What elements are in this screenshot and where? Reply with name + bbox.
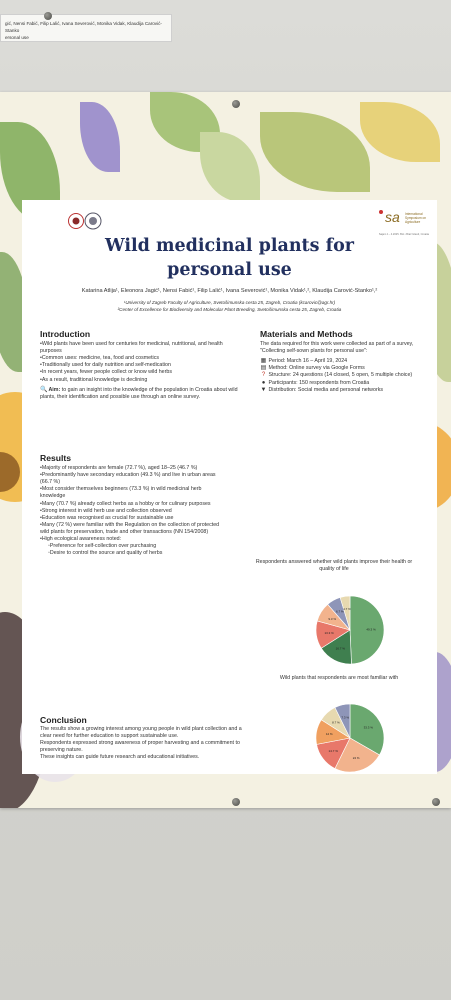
pie-slice-value-label: 14.7 %: [328, 748, 338, 753]
pie-slice-value-label: 6.7 %: [335, 609, 344, 614]
results-bullet: • Majority of respondents are female (72.7 %), aged 18–25 (46.7 %): [40, 465, 220, 472]
conclusion-section: [40, 717, 245, 762]
symposium-logo: [367, 204, 429, 238]
title-line-1: Wild medicinal plants for: [104, 236, 354, 256]
results-bullet: • Many (70.7 %) already collect herbs as a hobby or for culinary purposes: [40, 501, 220, 508]
results-bullet: • Predominantly have secondary education (49.3 %) and live in urban areas (66.7 %): [40, 472, 220, 486]
aim-text: to gain an insight into the knowledge of the population in Croatia about wild plants, their identification and possible use through an online survey.: [40, 386, 238, 400]
author-list: Katarina Atlija¹, Eleonora Jagić¹, Nensi Fabić¹, Filip Lalić¹, Ivana Severović¹, Monika Vidak¹,², Klaudija Carović-Stanko¹,²: [81, 288, 378, 294]
pie-slice-value-label: 8.7 %: [332, 720, 340, 725]
question-icon: ?: [261, 372, 266, 379]
leaf-decoration: [200, 132, 260, 202]
pie-slice-value-label: 4.7 %: [343, 607, 351, 612]
aim-label: Aim:: [48, 386, 61, 393]
label-line-2: ersonal use: [5, 35, 29, 40]
violet-flower-decoration: [80, 102, 120, 172]
push-pin-icon: [232, 100, 240, 108]
symposium-logo-text: International Symposium on Agriculture: [405, 212, 427, 224]
method-item-text: Participants: 150 respondents from Croatia: [268, 379, 370, 386]
aim-paragraph: [40, 387, 240, 401]
title-line-2: personal use: [167, 260, 292, 280]
poster-title: [22, 234, 437, 282]
intro-bullet: • In recent years, fewer people collect or know wild herbs: [40, 369, 240, 376]
symposium-logo-subtext: Sajam 1 - 4.2025. Bol • Brač Island, Croatia: [378, 233, 429, 236]
method-item-text: Distribution: Social media and personal networks: [268, 386, 384, 393]
share-icon: ▼: [260, 386, 267, 393]
calendar-icon: ▦: [260, 358, 267, 365]
pie-slice-value-label: 16.7 %: [335, 646, 345, 651]
results-bullet: • Education was recognised as crucial for sustainable use: [40, 515, 220, 522]
method-item-text: Method: Online survey via Google Forms: [268, 365, 365, 372]
magnifier-icon: 🔍: [40, 386, 48, 393]
results-bullet: • Most consider themselves beginners (73.3 %) in wild medicinal herb knowledge: [40, 486, 220, 500]
people-icon: ●: [261, 379, 266, 386]
intro-bullet: • Common uses: medicine, tea, food and cosmetics: [40, 355, 240, 362]
pie-slice-value-label: 24 %: [352, 756, 360, 761]
method-item: [260, 387, 420, 394]
pie-slice-value-label: 13.3 %: [324, 631, 334, 636]
introduction-section: [40, 331, 240, 401]
results-section: [40, 455, 220, 557]
svg-text:sa: sa: [385, 209, 400, 225]
method-item: [260, 380, 420, 387]
familiar-plants-pie-chart: [280, 690, 420, 780]
affiliation-1: ¹University of Zagreb Faculty of Agriculture, Svetošimunska cesta 25, Zagreb, Croatia (kcarovic@agr.hr): [123, 300, 336, 305]
push-pin-icon: [44, 12, 52, 20]
health-improvement-pie-chart: [280, 578, 420, 678]
leaf-decoration: [360, 102, 440, 162]
poster-label-tag: [0, 14, 172, 42]
poster: [0, 92, 451, 808]
pie-slice-value-label: 49.3 %: [366, 627, 376, 632]
results-heading: Results: [40, 453, 72, 463]
push-pin-icon: [432, 798, 440, 806]
method-item-text: Period: March 16 – April 19, 2024: [268, 358, 348, 365]
laptop-icon: ▤: [260, 365, 267, 372]
pie-slice-value-label: 33.3 %: [363, 725, 373, 730]
results-bullet: • High ecological awareness noted:: [40, 536, 220, 543]
methods-heading: Materials and Methods: [260, 329, 353, 339]
method-item: [260, 358, 420, 365]
introduction-heading: Introduction: [40, 329, 91, 339]
chart-2-title: Wild plants that respondents are most familiar with: [279, 675, 399, 681]
methods-section: [260, 331, 420, 394]
method-item: [260, 372, 420, 379]
university-logos-icon: [68, 206, 102, 236]
affiliation-2: ²Center of Excellence for Biodiversity and Molecular Plant Breeding, Svetošimunska cesta 25, Zagreb, Croatia: [117, 307, 342, 312]
pie-slice-value-label: 9.3 %: [328, 616, 337, 621]
intro-bullet: • Traditionally used for daily nutrition and self-medication: [40, 362, 240, 369]
push-pin-icon: [232, 798, 240, 806]
intro-bullet: • Wild plants have been used for centuries for medicinal, nutritional, and health purposes: [40, 341, 240, 355]
results-bullet: • Strong interest in wild herb use and collection observed: [40, 508, 220, 515]
chart-1-title: Respondents answered whether wild plants improve their health or quality of life: [255, 559, 413, 572]
pie-slice-value-label: 12 %: [325, 732, 333, 737]
intro-bullet: • As a result, traditional knowledge is declining: [40, 377, 240, 384]
affiliations: [22, 299, 437, 313]
conclusion-heading: Conclusion: [40, 715, 87, 725]
conclusion-paragraph: Respondents expressed strong awareness of proper harvesting and a commitment to preserving nature.: [40, 740, 240, 754]
conclusion-paragraph: The results show a growing interest among young people in wild plant collection and a clear need for further education to support sustainable use.: [40, 726, 242, 740]
methods-intro: The data required for this work were collected as part of a survey, "Collecting self-sown plants for personal use":: [260, 341, 414, 355]
label-line-1: gić, Nensi Fabić, Filip Lalić, Ivana Severović, Monika Vidak, Klaudija Carović-Stanko: [5, 21, 162, 33]
results-sub-bullet: ◦ Preference for self-collection over purchasing: [40, 543, 220, 550]
ginkgo-leaf-decoration: [260, 112, 370, 192]
method-item-text: Structure: 24 questions (14 closed, 5 open, 5 multiple choice): [268, 372, 413, 379]
poster-content-panel: [22, 200, 437, 774]
results-sub-bullet: ◦ Desire to control the source and quality of herbs: [40, 550, 220, 557]
results-bullet: • Many (72 %) were familiar with the Regulation on the collection of protected wild plants for preservation, trade and other transactions (NN 154/2008): [40, 522, 220, 536]
method-item: [260, 365, 420, 372]
pie-slice-value-label: 7.3 %: [341, 715, 350, 720]
conclusion-paragraph: These insights can guide future research and educational initiatives.: [40, 754, 200, 761]
